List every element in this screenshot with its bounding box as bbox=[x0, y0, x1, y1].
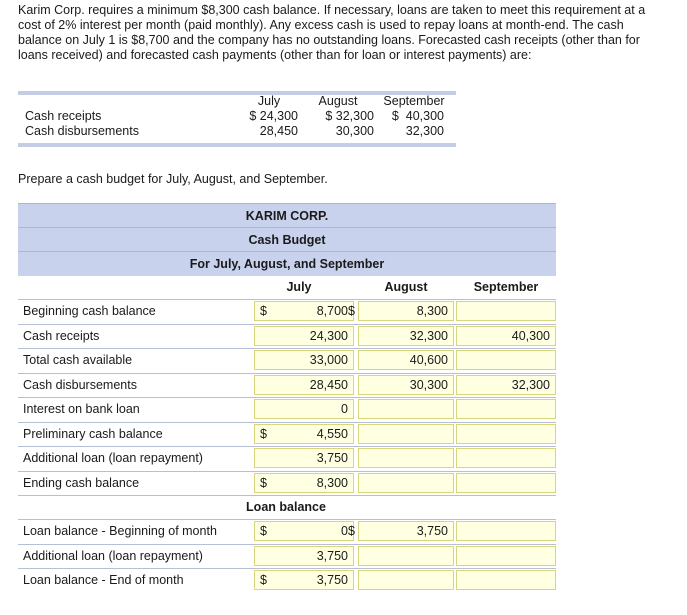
dollar-sign: $ bbox=[260, 475, 267, 490]
forecast-row-label: Cash disbursements bbox=[25, 124, 139, 138]
amount-value-september bbox=[456, 424, 550, 444]
amount-value-july: 3,750 bbox=[316, 548, 348, 563]
instruction-text: Prepare a cash budget for July, August, and September. bbox=[18, 172, 328, 186]
amount-value-august: 30,300 bbox=[409, 377, 448, 392]
forecast-table bbox=[18, 91, 456, 149]
dollar-sign: $ bbox=[260, 304, 267, 318]
amount-value-july: 8,300 bbox=[316, 475, 348, 490]
column-header-september: September bbox=[473, 280, 539, 294]
forecast-month-september: September bbox=[383, 94, 445, 108]
amount-value-august bbox=[358, 424, 448, 444]
cash-budget-table bbox=[18, 203, 556, 595]
amount-value-august: 3,750 bbox=[416, 524, 448, 538]
dollar-sign: $ bbox=[348, 304, 355, 318]
amount-value-july: 28,450 bbox=[309, 377, 348, 392]
row-label: Ending cash balance bbox=[23, 475, 140, 490]
column-header-august: August bbox=[384, 280, 428, 294]
dollar-sign: $ bbox=[260, 524, 267, 538]
forecast-month-august: August bbox=[318, 94, 358, 108]
forecast-month-july: July bbox=[257, 94, 281, 108]
amount-value-september: 40,300 bbox=[511, 328, 550, 343]
forecast-row-label: Cash receipts bbox=[25, 109, 102, 123]
forecast-value: 30,300 bbox=[335, 124, 374, 138]
amount-value-september bbox=[456, 399, 550, 419]
amount-value-july: 33,000 bbox=[309, 353, 348, 367]
row-label: Preliminary cash balance bbox=[23, 426, 163, 441]
row-divider bbox=[18, 495, 556, 496]
amount-value-august bbox=[358, 546, 448, 566]
row-label: Beginning cash balance bbox=[23, 304, 156, 318]
problem-description: Karim Corp. requires a minimum $8,300 cash balance. If necessary, loans are taken to meet this requirement at a cost of 2% interest per month (paid monthly). Any excess cash is used to repay loans at month-end. The cash balance on July 1 is $8,700 and the company has no outstanding loans. Forecasted cash receipts (other than for loans received) and forecasted cash payments (other than for loan or interest payments) are: bbox=[18, 3, 646, 62]
forecast-bottom-band bbox=[18, 143, 456, 147]
amount-value-september bbox=[456, 473, 550, 493]
amount-value-july: 0 bbox=[341, 524, 348, 538]
amount-value-august bbox=[358, 570, 448, 590]
row-label: Cash receipts bbox=[23, 328, 100, 343]
amount-value-july: 0 bbox=[341, 402, 348, 416]
amount-value-july: 4,550 bbox=[316, 426, 348, 441]
budget-period: For July, August, and September bbox=[18, 251, 556, 276]
column-header-july: July bbox=[286, 280, 312, 294]
dollar-sign: $ bbox=[260, 573, 267, 587]
amount-value-august: 40,600 bbox=[409, 353, 448, 367]
dollar-sign: $ bbox=[260, 426, 267, 441]
amount-value-august bbox=[358, 399, 448, 419]
amount-value-august bbox=[358, 473, 448, 493]
row-label: Additional loan (loan repayment) bbox=[23, 451, 203, 465]
dollar-sign: $ bbox=[348, 524, 355, 538]
amount-value-september bbox=[456, 546, 550, 566]
amount-value-august: 32,300 bbox=[409, 328, 448, 343]
forecast-value: $ 40,300 bbox=[391, 109, 444, 123]
amount-value-september bbox=[456, 521, 550, 541]
amount-value-september bbox=[456, 301, 550, 321]
row-label: Total cash available bbox=[23, 353, 133, 367]
amount-value-september bbox=[456, 448, 550, 468]
forecast-value: 28,450 bbox=[259, 124, 298, 138]
forecast-value: $ 24,300 bbox=[249, 109, 298, 123]
amount-value-september: 32,300 bbox=[511, 377, 550, 392]
row-label: Cash disbursements bbox=[23, 377, 137, 392]
budget-title: Cash Budget bbox=[18, 227, 556, 252]
loan-balance-header: Loan balance bbox=[246, 500, 326, 514]
row-label: Loan balance - End of month bbox=[23, 573, 184, 587]
amount-value-september bbox=[456, 350, 550, 370]
amount-value-july: 3,750 bbox=[316, 573, 348, 587]
row-label: Additional loan (loan repayment) bbox=[23, 548, 203, 563]
amount-value-july: 8,700 bbox=[316, 304, 348, 318]
forecast-value: $ 32,300 bbox=[325, 109, 374, 123]
forecast-value: 32,300 bbox=[405, 124, 444, 138]
amount-value-august: 8,300 bbox=[416, 304, 448, 318]
amount-value-july: 24,300 bbox=[309, 328, 348, 343]
amount-value-august bbox=[358, 448, 448, 468]
company-name: KARIM CORP. bbox=[18, 203, 556, 228]
amount-value-july: 3,750 bbox=[316, 451, 348, 465]
row-label: Interest on bank loan bbox=[23, 402, 140, 416]
amount-value-september bbox=[456, 570, 550, 590]
row-label: Loan balance - Beginning of month bbox=[23, 524, 217, 538]
